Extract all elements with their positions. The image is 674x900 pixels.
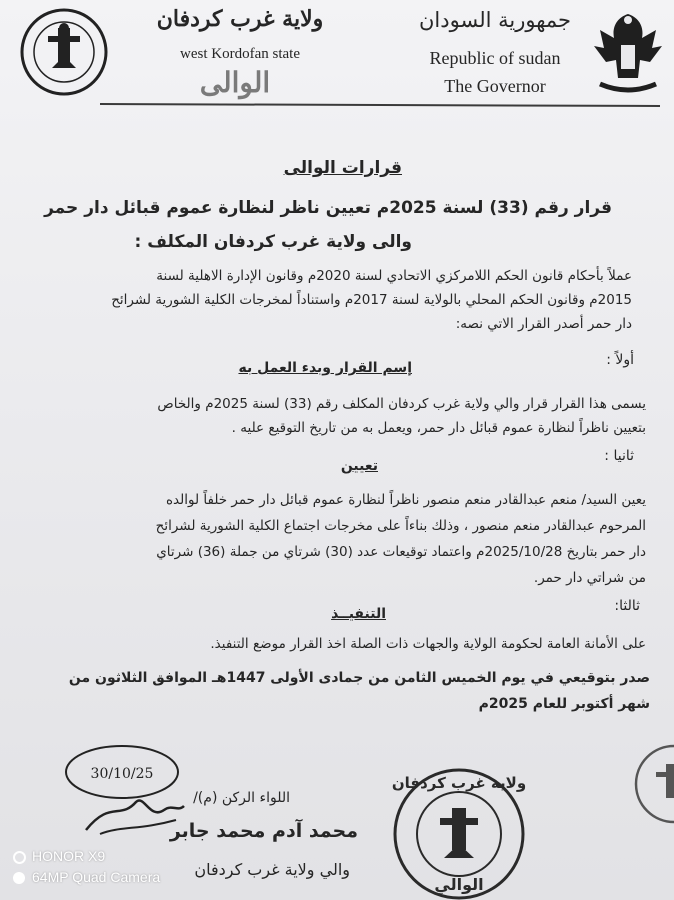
state-logo — [18, 6, 110, 98]
signatory-position: والي ولاية غرب كردفان — [194, 860, 350, 879]
republic-name-en: Republic of sudan — [429, 48, 561, 68]
governor-title-ar: الوالى — [199, 66, 271, 99]
sudan-emblem-icon — [586, 4, 670, 100]
section-third-title: التنفيــذ — [331, 606, 386, 622]
section-third-text: على الأمانة العامة لحكومة الولاية والجهات ذات الصلة اخذ القرار موضع التنفيذ. — [210, 636, 646, 652]
issue-date-line: صدر بتوقيعي في يوم الخميس الثامن من جمادى الأولى 1447هـ الموافق الثلاثون من — [68, 670, 650, 686]
camera-dot-icon — [13, 872, 25, 884]
section-third-label: ثالثا: — [614, 598, 640, 614]
section-second-text: المرحوم عبدالقادر منعم منصور ، وذلك بناءاً على مخرجات اجتماع الكلية الشورية لشرائح — [155, 518, 646, 534]
governor-title-en: The Governor — [444, 76, 546, 96]
partial-stamp — [630, 742, 674, 828]
section-second-label: ثانيا : — [604, 448, 634, 464]
preamble-line: عملاً بأحكام قانون الحكم اللامركزي الاتحادي لسنة 2020م وقانون الإدارة الاهلية لسنة — [156, 268, 632, 284]
decision-title-line2: والى ولاية غرب كردفان المكلف : — [134, 232, 412, 252]
republic-name-ar: جمهورية السودان — [419, 8, 571, 32]
state-name-ar: ولاية غرب كردفان — [156, 6, 324, 32]
section-second-text: يعين السيد/ منعم عبدالقادر منعم منصور ناظراً لنظارة عموم قبائل دار حمر خلفاً لوالده — [165, 492, 646, 508]
official-stamp — [384, 762, 534, 900]
svg-text:30/10/25: 30/10/25 — [90, 766, 154, 782]
section-first-text: بتعيين ناظراً لنظارة عموم قبائل دار حمر، ويعمل به من تاريخ التوقيع عليه . — [231, 420, 646, 436]
decision-title-line1: قرار رقم (33) لسنة 2025م تعيين ناظر لنظارة عموم قبائل دار حمر — [44, 198, 612, 218]
camera-spec: 64MP Quad Camera — [32, 869, 161, 885]
section-second-title: تعيين — [340, 458, 378, 474]
svg-text:ولاية غرب كردفان: ولاية غرب كردفان — [391, 774, 527, 792]
signatory-name: محمد آدم محمد جابر — [169, 820, 358, 842]
camera-ring-icon — [13, 851, 26, 864]
section-second-text: دار حمر بتاريخ 2025/10/28م واعتماد توقيعات عدد (30) شرتاي من جملة (36) شرتاي — [156, 544, 646, 560]
header-divider — [100, 103, 660, 107]
section-first-text: يسمى هذا القرار قرار والي ولاية غرب كردفان المكلف رقم (33) لسنة 2025م والخاص — [157, 396, 646, 412]
camera-device: HONOR X9 — [32, 848, 106, 864]
state-name-en: west Kordofan state — [180, 46, 300, 62]
signatory-rank: اللواء الركن (م)/ — [193, 790, 290, 806]
decisions-heading: قرارات الوالى — [283, 158, 402, 178]
svg-text:الوالي: الوالي — [434, 875, 484, 894]
section-first-label: أولاً : — [606, 352, 634, 368]
section-first-title: إسم القرار وبدء العمل به — [238, 360, 412, 376]
section-second-text: من شراتي دار حمر. — [533, 570, 646, 586]
preamble-line: دار حمر أصدر القرار الاتي نصه: — [455, 316, 632, 332]
issue-date-line: شهر أكتوبر للعام 2025م — [478, 696, 650, 712]
preamble-line: 2015م وقانون الحكم المحلي بالولاية لسنة 2017م واستناداً لمخرجات الكلية الشورية لشرائح — [111, 292, 632, 308]
